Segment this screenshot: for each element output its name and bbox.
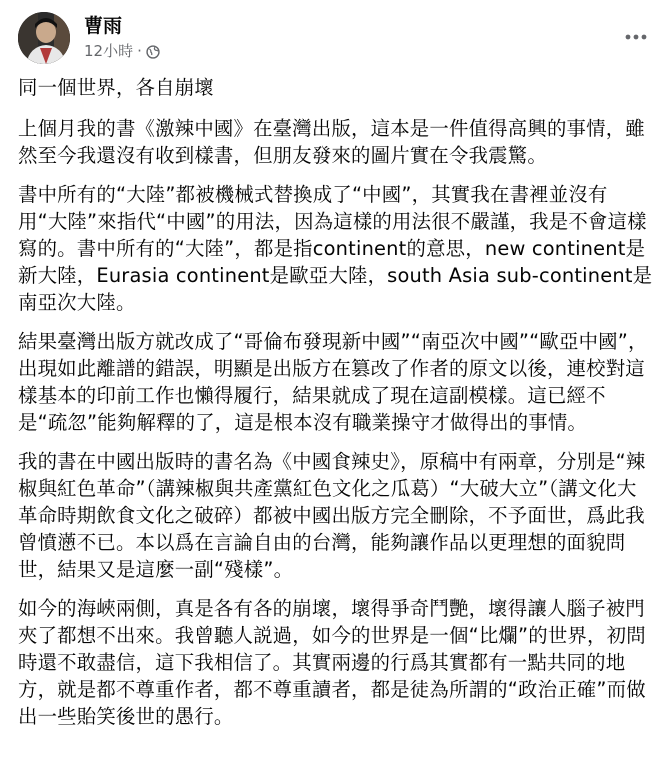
post-meta bbox=[84, 41, 160, 61]
meta-separator: · bbox=[137, 42, 142, 60]
post-timestamp[interactable]: 12小時 bbox=[84, 42, 134, 60]
avatar[interactable] bbox=[18, 12, 70, 64]
post-header bbox=[18, 12, 658, 66]
post-paragraph: 結果臺灣出版方就改成了“哥倫布發現新中國”“南亞次中國”“歐亞中國”，出現如此離譜的錯誤，明顯是出版方在篡改了作者的原文以後，連校對這樣基本的印前工作也懶得履行，結果就成了現在這副模樣。這已經不是“疏忽”能夠解釋的了，這是根本沒有職業操守才做得出的事情。 bbox=[18, 330, 648, 434]
post-paragraph: 如今的海峽兩側，真是各有各的崩壞，壞得爭奇鬥艷，壞得讓人腦子被門夾了都想不出來。我曾聽人説過，如今的世界是一個“比爛”的世界，初問時還不敢盡信，這下我相信了。其實兩邊的行爲其實都有一點共同的地方，就是都不尊重作者，都不尊重讀者，都是徒為所謂的“政治正確”而做出一些貽笑後世的愚行。 bbox=[18, 597, 646, 728]
post-paragraph: 我的書在中國出版時的書名為《中國食辣史》，原稿中有兩章，分別是“辣椒與紅色革命”（講辣椒與共產黨紅色文化之瓜葛）“大破大立”（講文化大革命時期飲食文化之破碎）都被中國出版方完全刪除，不予面世，爲此我曾憤懣不已。本以爲在言論自由的台灣，能夠讓作品以更理想的面貌問世，結果又是這麼一副“殘樣”。 bbox=[18, 450, 646, 581]
post-paragraph: 上個月我的書《激辣中國》在臺灣出版，這本是一件值得高興的事情，雖然至今我還沒有收到樣書，但朋友發來的圖片實在令我震驚。 bbox=[18, 117, 645, 167]
author-name[interactable]: 曹雨 bbox=[84, 15, 123, 37]
avatar-photo bbox=[18, 12, 70, 64]
more-horizontal-icon[interactable] bbox=[618, 22, 654, 52]
post-paragraph: 同一個世界，各自崩壞 bbox=[18, 76, 214, 99]
post-paragraph: 書中所有的“大陸”都被機械式替換成了“中國”，其實我在書裡並沒有用“大陸”來指代“中國”的用法，因為這樣的用法很不嚴謹，我是不會這樣寫的。書中所有的“大陸”，都是指continent的意思，new continent是新大陸，Eurasia continent是歐亞大陸，south Asia sub-continent是南亞次大陸。 bbox=[18, 183, 653, 314]
globe-icon[interactable] bbox=[146, 44, 160, 58]
post-body bbox=[18, 74, 654, 742]
